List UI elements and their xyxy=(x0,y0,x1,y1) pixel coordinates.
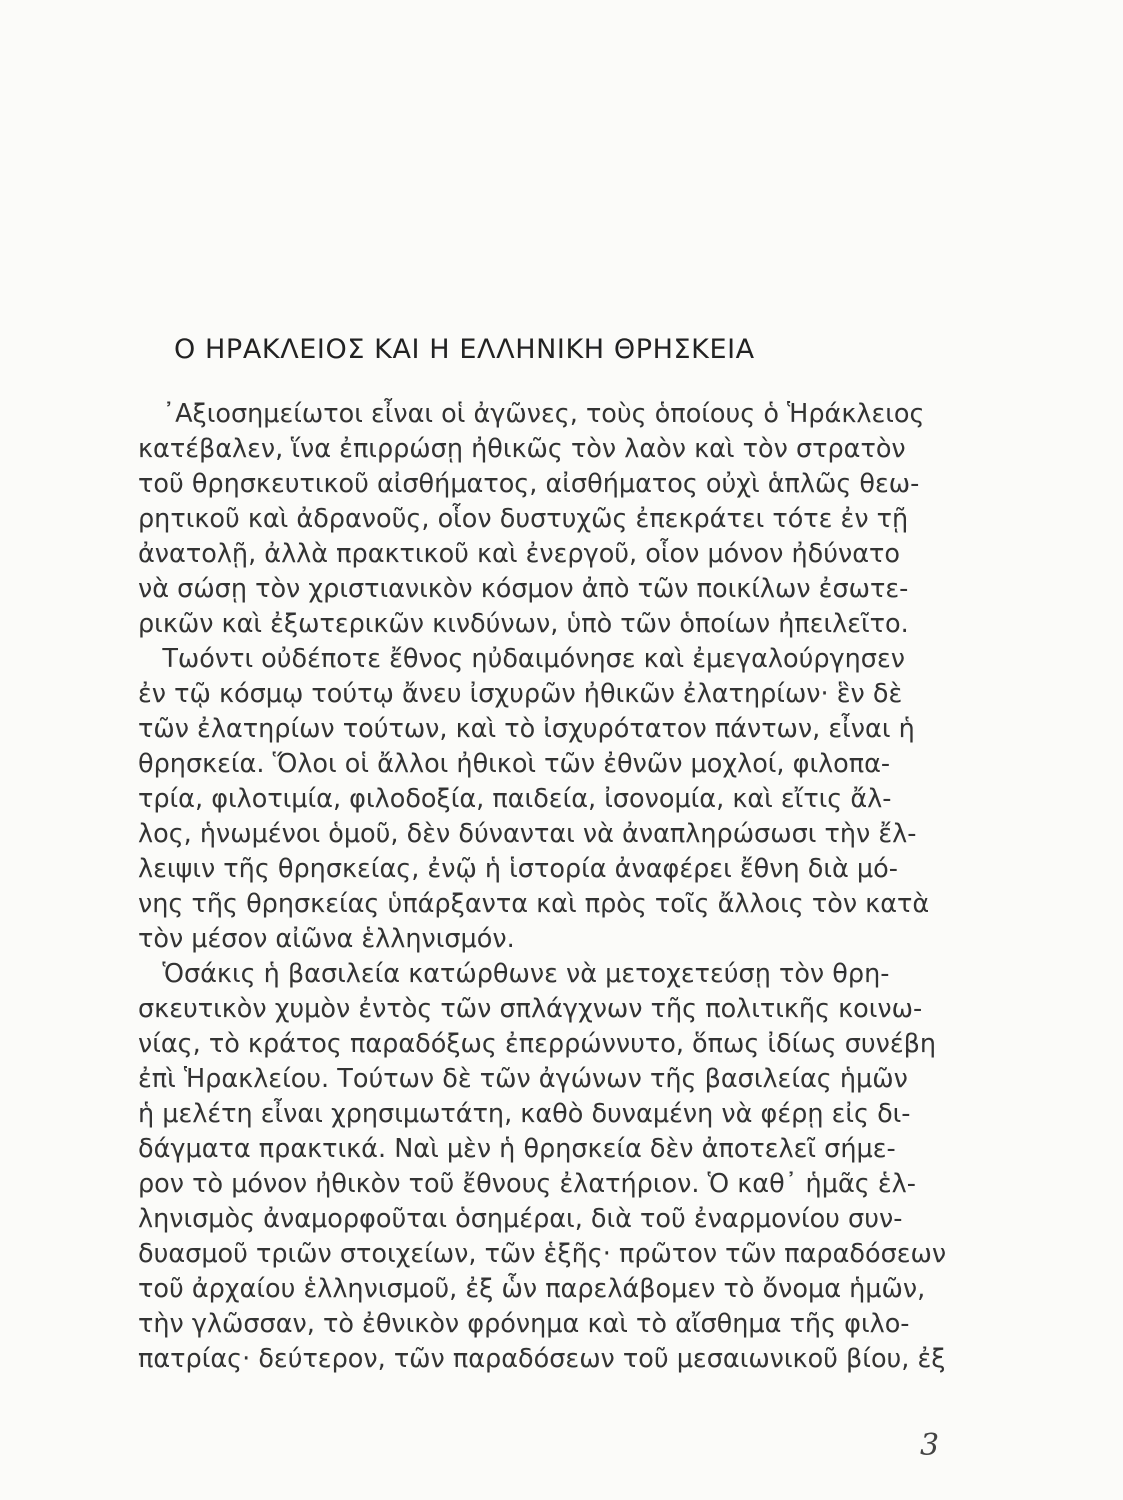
text-line: νης τῆς θρησκείας ὑπάρξαντα καὶ πρὸς τοῖς ἄλλοις τὸν κατὰ xyxy=(138,889,930,919)
text-line: δυασμοῦ τριῶν στοιχείων, τῶν ἑξῆς· πρῶτον τῶν παραδόσεων xyxy=(138,1239,947,1269)
text-line: ἡ μελέτη εἶναι χρησιμωτάτη, καθὸ δυναμένη νὰ φέρῃ εἰς δι- xyxy=(138,1099,911,1129)
text-line: Τωόντι οὐδέποτε ἔθνος ηὐδαιμόνησε καὶ ἐμεγαλούργησεν xyxy=(138,644,905,674)
text-line: ρικῶν καὶ ἐξωτερικῶν κινδύνων, ὑπὸ τῶν ὁποίων ἠπειλεῖτο. xyxy=(138,609,909,639)
text-line: δάγματα πρακτικά. Ναὶ μὲν ἡ θρησκεία δὲν ἀποτελεῖ σήμε- xyxy=(138,1134,896,1164)
text-line: κατέβαλεν, ἵνα ἐπιρρώσῃ ἠθικῶς τὸν λαὸν καὶ τὸν στρατὸν xyxy=(138,434,906,464)
text-line: τὸν μέσον αἰῶνα ἑλληνισμόν. xyxy=(138,924,515,954)
text-line: ᾿Αξιοσημείωτοι εἶναι οἱ ἀγῶνες, τοὺς ὁποίους ὁ Ἡράκλειος xyxy=(138,399,925,429)
text-line: ἐπὶ Ἡρακλείου. Τούτων δὲ τῶν ἀγώνων τῆς βασιλείας ἡμῶν xyxy=(138,1064,908,1094)
text-line: τοῦ θρησκευτικοῦ αἰσθήματος, αἰσθήματος οὐχὶ ἁπλῶς θεω- xyxy=(138,469,920,499)
text-line: ἐν τῷ κόσμῳ τούτῳ ἄνευ ἰσχυρῶν ἠθικῶν ἐλατηρίων· ἓν δὲ xyxy=(138,679,903,709)
text-line: τοῦ ἀρχαίου ἑλληνισμοῦ, ἐξ ὧν παρελάβομεν τὸ ὄνομα ἡμῶν, xyxy=(138,1274,926,1304)
page-title: Ο ΗΡΑΚΛΕΙΟΣ ΚΑΙ Η ΕΛΛΗΝΙΚΗ ΘΡΗΣΚΕΙΑ xyxy=(174,334,755,365)
text-line: σκευτικὸν χυμὸν ἐντὸς τῶν σπλάγχνων τῆς πολιτικῆς κοινω- xyxy=(138,994,923,1024)
text-line: λος, ἡνωμένοι ὁμοῦ, δὲν δύνανται νὰ ἀναπληρώσωσι τὴν ἔλ- xyxy=(138,819,917,849)
text-line: Ὁσάκις ἡ βασιλεία κατώρθωνε νὰ μετοχετεύσῃ τὸν θρη- xyxy=(138,959,890,989)
text-line: λειψιν τῆς θρησκείας, ἐνῷ ἡ ἱστορία ἀναφέρει ἔθνη διὰ μό- xyxy=(138,854,898,884)
text-line: τρία, φιλοτιμία, φιλοδοξία, παιδεία, ἰσονομία, καὶ εἴτις ἄλ- xyxy=(138,784,892,814)
text-line: νίας, τὸ κράτος παραδόξως ἐπερρώννυτο, ὅπως ἰδίως συνέβη xyxy=(138,1029,937,1059)
text-line: τὴν γλῶσσαν, τὸ ἐθνικὸν φρόνημα καὶ τὸ αἴσθημα τῆς φιλο- xyxy=(138,1309,910,1339)
text-line: θρησκεία. Ὅλοι οἱ ἄλλοι ἠθικοὶ τῶν ἐθνῶν μοχλοί, φιλοπα- xyxy=(138,749,891,779)
text-line: ληνισμὸς ἀναμορφοῦται ὁσημέραι, διὰ τοῦ ἐναρμονίου συν- xyxy=(138,1204,903,1234)
text-line: νὰ σώσῃ τὸν χριστιανικὸν κόσμον ἀπὸ τῶν ποικίλων ἐσωτε- xyxy=(138,574,909,604)
text-line: πατρίας· δεύτερον, τῶν παραδόσεων τοῦ μεσαιωνικοῦ βίου, ἐξ xyxy=(138,1344,946,1374)
page-number: 3 xyxy=(920,1428,940,1463)
text-line: ρητικοῦ καὶ ἀδρανοῦς, οἷον δυστυχῶς ἐπεκράτει τότε ἐν τῇ xyxy=(138,504,909,534)
body-text xyxy=(138,397,958,1377)
text-line: τῶν ἐλατηρίων τούτων, καὶ τὸ ἰσχυρότατον πάντων, εἶναι ἡ xyxy=(138,714,915,744)
text-line: ἀνατολῇ, ἀλλὰ πρακτικοῦ καὶ ἐνεργοῦ, οἷον μόνον ἠδύνατο xyxy=(138,539,900,569)
text-line: ρον τὸ μόνον ἠθικὸν τοῦ ἔθνους ἐλατήριον. Ὁ καθ᾿ ἡμᾶς ἑλ- xyxy=(138,1169,916,1199)
